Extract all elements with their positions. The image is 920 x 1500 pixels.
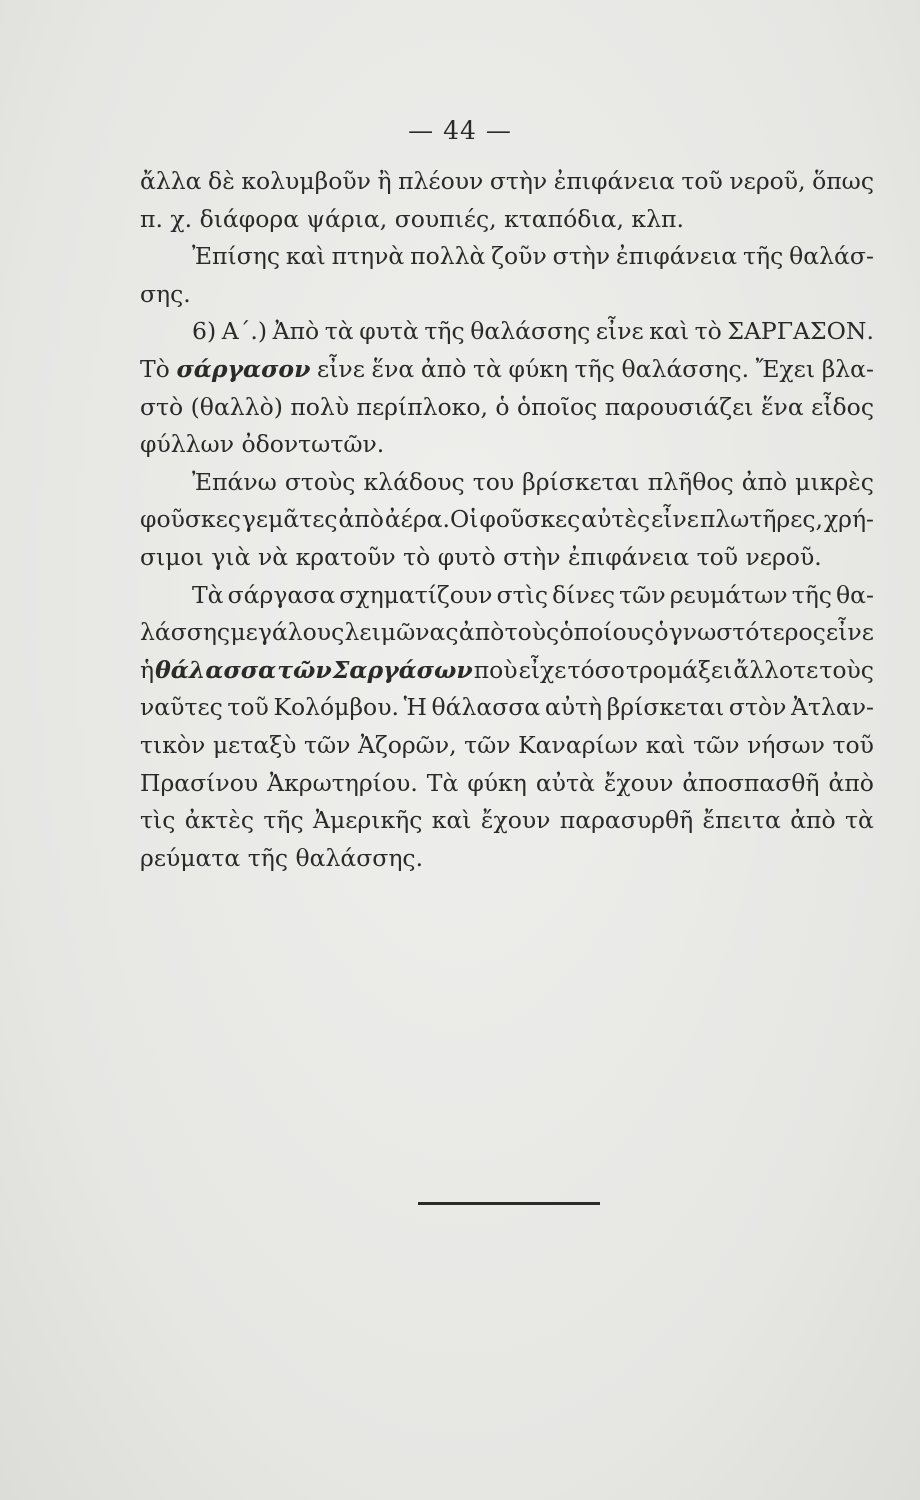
word: φυτὰ <box>359 317 419 346</box>
word: φοῦσκες <box>140 505 241 534</box>
word: ἄλλοτε <box>733 655 819 684</box>
word: τὶς <box>140 806 176 835</box>
word: Ἀμερικῆς <box>313 806 423 835</box>
word: ὁ <box>654 618 669 647</box>
word: καὶ <box>285 242 326 271</box>
word: Ἀπὸ <box>272 317 320 346</box>
word: ὁ <box>495 392 510 421</box>
word: θάλασσα <box>155 655 277 684</box>
word: Ἀζορῶν, <box>357 730 457 759</box>
text-line <box>140 201 874 239</box>
word: τῶν <box>277 655 332 684</box>
body-text <box>140 163 874 877</box>
word: εἶνε <box>651 505 699 534</box>
word: τικὸν <box>140 730 206 759</box>
word: σάργασα <box>227 580 336 609</box>
word: τῆς <box>743 242 784 271</box>
word: ὅπως <box>812 167 874 195</box>
word: αὐτὴ <box>544 693 603 722</box>
word: ἀπὸ <box>828 768 874 797</box>
word: βλα- <box>821 354 874 383</box>
text-line <box>140 276 874 314</box>
word: Τὰ <box>426 768 459 797</box>
word: εἶνε <box>826 618 874 647</box>
word: στὴν <box>552 242 611 271</box>
word: πολλὰ <box>410 242 486 271</box>
word: ἔπειτα <box>702 806 781 835</box>
word: Τὰ <box>192 580 224 609</box>
word: μεγάλους <box>230 618 345 647</box>
word: τῆς <box>424 317 465 346</box>
word: Ἡ <box>403 693 427 722</box>
word: κολυμβοῦν <box>241 167 371 195</box>
word: ἕνα <box>760 392 804 421</box>
word: πλέουν <box>398 167 484 195</box>
word: αὐτὲς <box>581 505 651 534</box>
word: Ἐπίσης <box>192 242 280 271</box>
word: παρουσιάζει <box>604 392 754 421</box>
text-line <box>140 539 874 577</box>
word: τοῦ <box>832 730 874 759</box>
text-line <box>140 501 874 539</box>
word: γνωστότερος <box>668 618 826 647</box>
word: ἡ <box>140 655 155 684</box>
word: νεροῦ, <box>729 167 806 195</box>
word: (θαλλὸ) <box>190 392 283 421</box>
word: ποὺ <box>473 655 518 684</box>
word: εἶδος <box>811 392 874 421</box>
text-line <box>140 351 874 389</box>
word: Τὸ <box>140 354 170 383</box>
word: Ἔχει <box>755 354 816 383</box>
word: αὐτὰ <box>535 768 595 797</box>
word: στὸ <box>140 392 184 421</box>
word: τοὺς <box>504 618 560 647</box>
word: ἐπιφάνεια <box>553 167 675 195</box>
line-text: φύλλων ὀδοντωτῶν. <box>140 430 385 459</box>
word: του <box>472 467 515 496</box>
word: τὰ <box>473 354 502 383</box>
word: μεταξὺ <box>212 730 297 759</box>
word: τῶν <box>303 730 351 759</box>
text-line <box>140 765 874 803</box>
word: στὸν <box>728 693 787 722</box>
word: λειμῶνας <box>344 618 459 647</box>
word: θαλάσσης <box>470 317 591 346</box>
word: τῶν <box>619 580 666 609</box>
word: τῶν <box>693 730 740 759</box>
text-line <box>140 577 874 615</box>
word: δὲ <box>208 167 235 195</box>
word: ἀκτὲς <box>184 806 255 835</box>
word: πλωτῆρες, <box>699 505 824 534</box>
line-text: σιμοι γιὰ νὰ κρατοῦν τὸ φυτὸ στὴν ἐπιφάνεια τοῦ νεροῦ. <box>140 542 822 571</box>
word: ἕνα <box>371 354 415 383</box>
word: καὶ <box>645 730 686 759</box>
word: Σαργάσων <box>332 655 473 684</box>
word: ἐπιφάνεια <box>615 242 738 271</box>
text-line <box>140 689 874 727</box>
word: θάλασσα <box>431 693 541 722</box>
word: καὶ <box>649 317 690 346</box>
text-line <box>140 652 874 690</box>
word: θα- <box>836 580 874 609</box>
page-number: — 44 — <box>408 116 512 145</box>
text-line <box>140 614 874 652</box>
text-line <box>140 727 874 765</box>
word: τοὺς <box>819 655 874 684</box>
word: πολὺ <box>290 392 350 421</box>
text-line <box>140 464 874 502</box>
word: τοῦ <box>681 167 723 195</box>
word: δίνες <box>552 580 616 609</box>
line-text: σης. <box>140 279 191 308</box>
text-line <box>140 840 874 878</box>
word: μικρὲς <box>795 467 874 496</box>
word: ναῦτες <box>140 693 223 722</box>
word: τὰ <box>845 806 874 835</box>
section-rule <box>418 1202 600 1205</box>
word: Α΄.) <box>221 317 268 346</box>
word: φύκη <box>508 354 569 383</box>
word: ὁποῖος <box>517 392 598 421</box>
word: πλῆθος <box>647 467 734 496</box>
word: ἀποσπασθῆ <box>682 768 820 797</box>
word: ἀπὸ <box>790 806 836 835</box>
text-line <box>140 389 874 427</box>
word: ἀπὸ <box>458 618 505 647</box>
word: εἶχε <box>518 655 567 684</box>
word: Ἀκρωτηρίου. <box>267 768 418 797</box>
word: Καναρίων <box>518 730 639 759</box>
word: ἔχουν <box>603 768 674 797</box>
word: βρίσκεται <box>606 693 725 722</box>
word: θαλάσσης. <box>621 354 750 383</box>
text-line <box>140 163 874 201</box>
word: σάργασον <box>176 354 311 383</box>
word: τῆς <box>263 806 304 835</box>
word: περίπλοκο, <box>356 392 488 421</box>
word: ἔχουν <box>480 806 551 835</box>
word: παρασυρθῆ <box>559 806 694 835</box>
word: χρή- <box>823 505 874 534</box>
word: 6) <box>192 317 217 346</box>
word: νήσων <box>747 730 825 759</box>
word: ΣΑΡΓΑΣΟΝ. <box>727 317 874 346</box>
word: εἶνε <box>595 317 644 346</box>
text-line <box>140 802 874 840</box>
word: πτηνὰ <box>331 242 405 271</box>
word: Ἐπάνω <box>192 467 277 496</box>
word: ζοῦν <box>491 242 547 271</box>
word: τὸ <box>694 317 722 346</box>
text-line <box>140 313 874 351</box>
word: σχηματίζουν <box>339 580 493 609</box>
word: ἄλλα <box>140 167 202 195</box>
word: Κολόμβου. <box>273 693 399 722</box>
word: βρίσκεται <box>522 467 640 496</box>
word: φοῦσκες <box>479 505 581 534</box>
word: τῆς <box>574 354 615 383</box>
word: λάσσης <box>140 618 231 647</box>
word: ὁποίους <box>559 618 655 647</box>
text-line <box>140 238 874 276</box>
word: ἀπὸ <box>420 354 467 383</box>
word: γεμᾶτες <box>241 505 338 534</box>
word: στὶς <box>496 580 548 609</box>
word: ἀπὸ <box>338 505 384 534</box>
word: ρευμάτων <box>669 580 788 609</box>
word: φύκη <box>467 768 527 797</box>
word: τοῦ <box>227 693 269 722</box>
line-text: π. χ. διάφορα ψάρια, σουπιές, κταπόδια, κλπ. <box>140 204 684 233</box>
line-text: ρεύματα τῆς θαλάσσης. <box>140 843 424 872</box>
word: τόσο <box>567 655 625 684</box>
word: θαλάσ- <box>789 242 874 271</box>
word: Ἀτλαν- <box>791 693 874 722</box>
word: καὶ <box>431 806 472 835</box>
word: τῆς <box>791 580 832 609</box>
word: ἀπὸ <box>741 467 788 496</box>
word: εἶνε <box>317 354 365 383</box>
word: Πρασίνου <box>140 768 259 797</box>
word: κλάδους <box>363 467 465 496</box>
word: τῶν <box>464 730 511 759</box>
word: τρομάξει <box>625 655 733 684</box>
word: ἢ <box>377 167 392 195</box>
word: στὴν <box>489 167 548 195</box>
word: ἀέρα.Οἱ <box>384 505 479 534</box>
word: στοὺς <box>284 467 356 496</box>
word: τὰ <box>324 317 354 346</box>
text-line <box>140 426 874 464</box>
